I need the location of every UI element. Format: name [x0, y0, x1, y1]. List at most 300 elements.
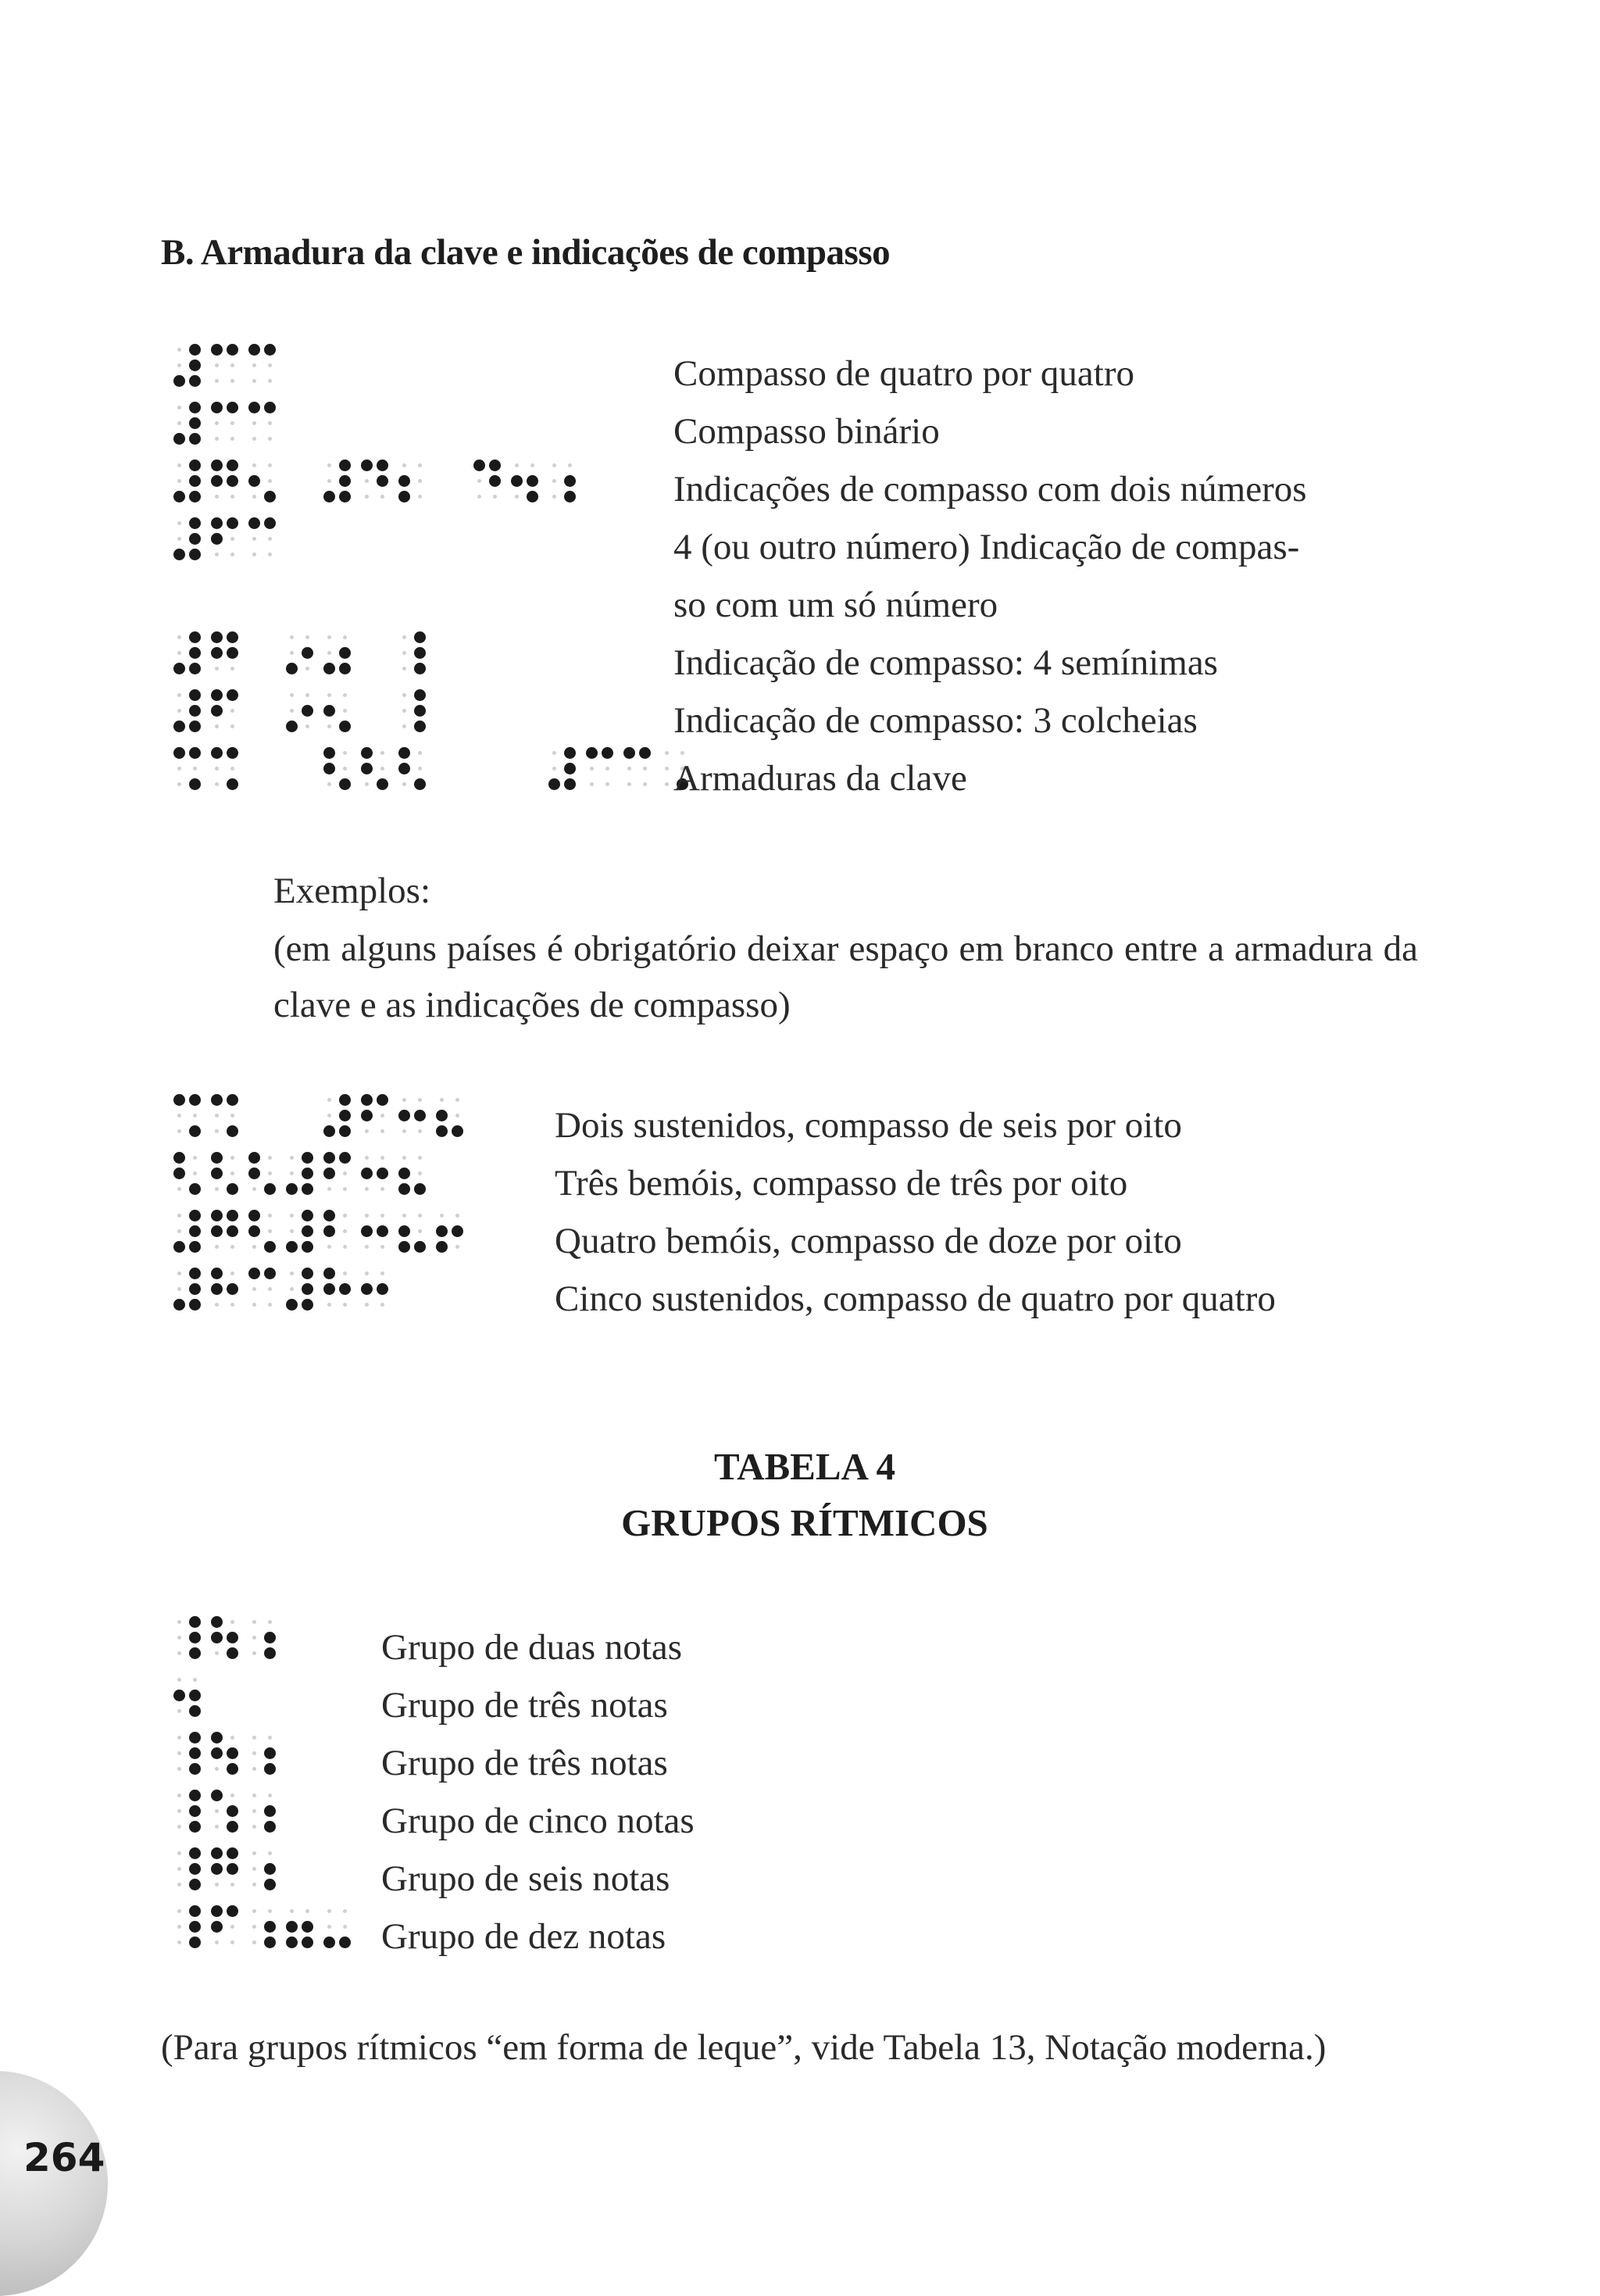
braille-dot	[215, 363, 219, 367]
braille-dot	[252, 1303, 256, 1307]
braille-dot	[323, 1225, 335, 1237]
braille-dot	[252, 1245, 256, 1249]
braille-dot	[590, 767, 594, 771]
braille-dot	[230, 1925, 234, 1929]
braille-dot	[211, 402, 223, 413]
braille-dot	[177, 1851, 181, 1855]
braille-dot	[323, 1268, 335, 1279]
braille-dot	[177, 363, 181, 367]
braille-dot	[264, 402, 276, 413]
braille-dot	[436, 1225, 448, 1237]
braille-dot	[414, 1183, 426, 1195]
braille-dot	[305, 724, 309, 728]
braille-dot	[327, 479, 331, 483]
braille-dot	[286, 1299, 298, 1311]
braille-dot	[227, 1847, 238, 1859]
braille-dot	[398, 747, 410, 759]
braille-dot	[418, 751, 422, 755]
braille-dot	[665, 782, 669, 786]
braille-dot	[489, 460, 501, 471]
braille-dot	[230, 1620, 234, 1624]
braille-dot	[339, 1283, 351, 1295]
braille-dot	[189, 402, 201, 413]
section-b-item: so com um só número	[673, 585, 998, 625]
braille-dot	[365, 1303, 369, 1307]
braille-dot	[230, 1794, 234, 1797]
braille-dot	[189, 1905, 201, 1917]
braille-dot	[365, 1129, 369, 1133]
braille-dot	[343, 1229, 347, 1233]
braille-dot	[402, 693, 406, 697]
braille-dot	[264, 344, 276, 356]
braille-dot	[268, 463, 272, 467]
braille-dot	[177, 1940, 181, 1944]
braille-dot	[177, 1736, 181, 1740]
braille-dot	[414, 778, 426, 790]
braille-dot	[264, 1268, 276, 1279]
braille-dot	[189, 1241, 201, 1253]
braille-dot	[177, 421, 181, 425]
braille-dot	[248, 402, 260, 413]
section-b-item: Compasso binário	[673, 411, 940, 452]
braille-dot	[327, 782, 331, 786]
braille-dot	[177, 348, 181, 352]
braille-dot	[189, 1821, 201, 1833]
braille-dot	[193, 1114, 197, 1118]
braille-dot	[193, 1678, 197, 1682]
braille-dot	[211, 1210, 223, 1221]
braille-dot	[227, 1747, 238, 1759]
braille-dot	[402, 667, 406, 671]
braille-dot	[227, 1805, 238, 1817]
braille-dot	[290, 1287, 294, 1291]
braille-dot	[339, 663, 351, 674]
braille-dot	[227, 747, 238, 759]
braille-dot	[211, 747, 223, 759]
braille-dot	[215, 379, 219, 383]
braille-dot	[568, 463, 572, 467]
braille-dot	[564, 778, 576, 790]
braille-dot	[177, 521, 181, 525]
braille-dot	[211, 689, 223, 701]
braille-dot	[189, 647, 201, 659]
braille-dot	[268, 1794, 272, 1797]
braille-dot	[398, 1225, 410, 1237]
braille-dot	[215, 437, 219, 441]
braille-dot	[177, 463, 181, 467]
braille-dot	[398, 1183, 410, 1195]
braille-dot	[177, 1709, 181, 1713]
braille-dot	[211, 705, 223, 717]
braille-dot	[215, 553, 219, 556]
braille-dot	[215, 1809, 219, 1813]
braille-dot	[189, 1647, 201, 1659]
braille-dot	[302, 1183, 313, 1195]
braille-dot	[414, 663, 426, 674]
braille-dot	[418, 1129, 422, 1133]
braille-dot	[252, 1736, 256, 1740]
braille-dot	[365, 1271, 369, 1275]
braille-dot	[605, 767, 609, 771]
braille-dot	[268, 363, 272, 367]
braille-dot	[215, 1114, 219, 1118]
examples-label: Exemplos:	[273, 871, 431, 911]
braille-dot	[252, 1909, 256, 1913]
braille-dot	[189, 1732, 201, 1743]
braille-dot	[290, 709, 294, 713]
braille-dot	[252, 1867, 256, 1871]
braille-dot	[361, 1225, 373, 1237]
braille-dot	[248, 1168, 260, 1179]
braille-dot	[343, 709, 347, 713]
braille-dot	[189, 460, 201, 471]
braille-dot	[323, 1283, 335, 1295]
braille-dot	[252, 421, 256, 425]
braille-dot	[177, 1114, 181, 1118]
braille-dot	[380, 1245, 384, 1249]
braille-dot	[365, 1245, 369, 1249]
braille-dot	[252, 495, 256, 499]
braille-dot	[552, 479, 556, 483]
braille-dot	[252, 1883, 256, 1887]
braille-dot	[380, 495, 384, 499]
table-subtitle: GRUPOS RÍTMICOS	[621, 1501, 988, 1544]
braille-dot	[530, 463, 534, 467]
braille-dot	[440, 1098, 444, 1102]
braille-dot	[377, 1094, 388, 1106]
braille-dot	[377, 1283, 388, 1295]
braille-dot	[227, 1210, 238, 1221]
braille-dot	[215, 1940, 219, 1944]
braille-dot	[455, 1114, 459, 1118]
braille-dot	[189, 705, 201, 717]
braille-dot	[189, 721, 201, 732]
braille-dot	[305, 693, 309, 697]
braille-dot	[343, 1925, 347, 1929]
braille-dot	[361, 1110, 373, 1121]
braille-dot	[327, 1114, 331, 1118]
braille-dot	[215, 1767, 219, 1771]
braille-dot	[177, 1636, 181, 1640]
braille-dot	[455, 1098, 459, 1102]
braille-dot	[402, 782, 406, 786]
table-item: Grupo de três notas	[381, 1685, 668, 1726]
example-item: Três bemóis, compasso de três por oito	[555, 1163, 1128, 1203]
braille-dot	[377, 475, 388, 487]
braille-dot	[268, 553, 272, 556]
braille-dot	[189, 1268, 201, 1279]
braille-dot	[230, 1171, 234, 1175]
braille-dot	[264, 491, 276, 502]
braille-dot	[365, 1156, 369, 1160]
example-item: Cinco sustenidos, compasso de quatro por quatro	[555, 1279, 1276, 1319]
braille-dot	[473, 460, 485, 471]
braille-dot	[343, 1303, 347, 1307]
braille-dot	[323, 1210, 335, 1221]
braille-dot	[323, 1937, 335, 1948]
braille-dot	[586, 747, 598, 759]
braille-dot	[290, 1909, 294, 1913]
braille-dot	[215, 1187, 219, 1191]
section-b-item: Armaduras da clave	[673, 758, 967, 799]
braille-dot	[189, 1225, 201, 1237]
braille-dot	[365, 782, 369, 786]
braille-dot	[302, 1268, 313, 1279]
braille-dot	[264, 1183, 276, 1195]
braille-dot	[398, 491, 410, 502]
braille-dot	[189, 1921, 201, 1933]
braille-dot	[339, 475, 351, 487]
braille-dot	[189, 549, 201, 560]
braille-dot	[211, 1732, 223, 1743]
braille-dot	[343, 767, 347, 771]
braille-dot	[193, 767, 197, 771]
braille-dot	[230, 1245, 234, 1249]
braille-dot	[211, 1268, 223, 1279]
braille-dot	[398, 1110, 410, 1121]
braille-dot	[452, 1125, 463, 1137]
braille-dot	[215, 1245, 219, 1249]
braille-dot	[189, 1690, 201, 1701]
braille-dot	[189, 1125, 201, 1137]
braille-dot	[252, 363, 256, 367]
braille-dot	[268, 479, 272, 483]
braille-dot	[252, 537, 256, 541]
table-item: Grupo de dez notas	[381, 1916, 666, 1957]
braille-dot	[252, 437, 256, 441]
braille-dot	[477, 495, 481, 499]
braille-dot	[323, 1168, 335, 1179]
braille-dot	[227, 647, 238, 659]
braille-dot	[189, 1632, 201, 1643]
braille-dot	[436, 1125, 448, 1137]
braille-dot	[189, 491, 201, 502]
braille-dot	[343, 1271, 347, 1275]
braille-dot	[377, 1225, 388, 1237]
braille-dot	[211, 517, 223, 529]
braille-dot	[264, 1821, 276, 1833]
braille-dot	[323, 663, 335, 674]
braille-dot	[252, 1851, 256, 1855]
braille-dot	[290, 651, 294, 655]
braille-dot	[252, 553, 256, 556]
braille-dot	[177, 1129, 181, 1133]
braille-dot	[189, 1283, 201, 1295]
braille-dot	[665, 751, 669, 755]
braille-dot	[189, 1763, 201, 1775]
braille-dot	[252, 1925, 256, 1929]
braille-dot	[268, 1909, 272, 1913]
braille-dot	[268, 1229, 272, 1233]
braille-dot	[211, 1847, 223, 1859]
braille-dot	[402, 635, 406, 639]
braille-dot	[177, 537, 181, 541]
braille-dot	[377, 778, 388, 790]
braille-dot	[268, 1851, 272, 1855]
braille-dot	[305, 1909, 309, 1913]
braille-dot	[248, 1225, 260, 1237]
braille-dot	[286, 1937, 298, 1948]
braille-dot	[361, 1094, 373, 1106]
braille-dot	[264, 1805, 276, 1817]
braille-dot	[211, 460, 223, 471]
braille-dot	[211, 1283, 223, 1295]
braille-dot	[327, 1245, 331, 1249]
braille-dot	[343, 1187, 347, 1191]
braille-dot	[302, 647, 313, 659]
braille-dot	[227, 1094, 238, 1106]
braille-dot	[515, 463, 519, 467]
braille-dot	[377, 460, 388, 471]
braille-dot	[177, 1620, 181, 1624]
braille-dot	[268, 1171, 272, 1175]
braille-dot	[177, 635, 181, 639]
braille-dot	[248, 1210, 260, 1221]
braille-dot	[211, 475, 223, 487]
braille-dot	[227, 1821, 238, 1833]
braille-dot	[414, 631, 426, 643]
braille-dot	[414, 1110, 426, 1121]
braille-dot	[361, 747, 373, 759]
braille-dot	[436, 1110, 448, 1121]
braille-dot	[177, 1825, 181, 1829]
braille-dot	[380, 1156, 384, 1160]
section-b-item: Indicação de compasso: 3 colcheias	[673, 700, 1198, 741]
example-item: Quatro bemóis, compasso de doze por oito	[555, 1221, 1182, 1261]
braille-dot	[230, 724, 234, 728]
braille-dot	[264, 1632, 276, 1643]
braille-dot	[227, 631, 238, 643]
braille-dot	[327, 651, 331, 655]
braille-dot	[380, 751, 384, 755]
braille-dot	[455, 1214, 459, 1218]
braille-dot	[177, 1214, 181, 1218]
braille-dot	[436, 1241, 448, 1253]
braille-dot	[215, 1303, 219, 1307]
braille-dot	[177, 1883, 181, 1887]
braille-dot	[189, 359, 201, 371]
braille-dot	[343, 635, 347, 639]
braille-dot	[452, 1225, 463, 1237]
braille-dot	[264, 1921, 276, 1933]
braille-dot	[264, 517, 276, 529]
braille-dot	[552, 751, 556, 755]
braille-dot	[189, 689, 201, 701]
braille-dot	[230, 421, 234, 425]
braille-dot	[343, 1214, 347, 1218]
braille-dot	[227, 402, 238, 413]
braille-dot	[173, 375, 185, 387]
braille-dot	[302, 1299, 313, 1311]
braille-dot	[211, 631, 223, 643]
braille-dot	[230, 1940, 234, 1944]
braille-dot	[264, 1937, 276, 1948]
braille-dot	[252, 1636, 256, 1640]
braille-dot	[327, 1098, 331, 1102]
braille-dot	[290, 1156, 294, 1160]
braille-dot	[286, 721, 298, 732]
braille-dot	[189, 344, 201, 356]
braille-dot	[252, 1287, 256, 1291]
braille-dot	[414, 721, 426, 732]
braille-dot	[230, 495, 234, 499]
braille-dot	[227, 778, 238, 790]
braille-dot	[398, 1241, 410, 1253]
braille-dot	[414, 647, 426, 659]
braille-dot	[602, 747, 613, 759]
braille-dot	[189, 1937, 201, 1948]
braille-dot	[548, 778, 560, 790]
braille-dot	[252, 1620, 256, 1624]
braille-dot	[189, 747, 201, 759]
braille-dot	[552, 463, 556, 467]
braille-dot	[189, 417, 201, 429]
braille-dot	[189, 375, 201, 387]
braille-dot	[268, 1620, 272, 1624]
braille-dot	[230, 1303, 234, 1307]
braille-dot	[414, 705, 426, 717]
braille-dot	[623, 747, 635, 759]
braille-dot	[230, 363, 234, 367]
braille-dot	[264, 1863, 276, 1875]
braille-dot	[189, 1805, 201, 1817]
braille-dot	[365, 495, 369, 499]
braille-dot	[252, 463, 256, 467]
braille-dot	[173, 1094, 185, 1106]
braille-dot	[268, 1156, 272, 1160]
footnote: (Para grupos rítmicos “em forma de leque”, vide Tabela 13, Notação moderna.)	[161, 2027, 1327, 2068]
braille-dot	[398, 1168, 410, 1179]
braille-dot	[398, 763, 410, 774]
braille-dot	[189, 1210, 201, 1221]
braille-dot	[230, 537, 234, 541]
braille-dot	[177, 693, 181, 697]
braille-dot	[230, 1156, 234, 1160]
braille-dot	[627, 782, 631, 786]
braille-dot	[418, 1171, 422, 1175]
braille-dot	[189, 1879, 201, 1890]
braille-dot	[323, 1152, 335, 1164]
braille-dot	[189, 1094, 201, 1106]
braille-dot	[564, 763, 576, 774]
braille-dot	[189, 1183, 201, 1195]
braille-dot	[339, 1110, 351, 1121]
braille-dot	[343, 693, 347, 697]
braille-dot	[493, 495, 497, 499]
braille-dot	[380, 1303, 384, 1307]
braille-dot	[327, 693, 331, 697]
braille-dot	[227, 1647, 238, 1659]
braille-dot	[398, 475, 410, 487]
section-b-item: 4 (ou outro número) Indicação de compas-	[673, 527, 1300, 567]
braille-dot	[302, 1210, 313, 1221]
braille-dot	[302, 1225, 313, 1237]
braille-dot	[189, 433, 201, 445]
braille-dot	[177, 1187, 181, 1191]
braille-dot	[302, 1152, 313, 1164]
table-item: Grupo de seis notas	[381, 1858, 670, 1899]
braille-dot	[402, 1129, 406, 1133]
braille-dot	[286, 1241, 298, 1253]
braille-dot	[177, 1867, 181, 1871]
braille-dot	[290, 1229, 294, 1233]
braille-dot	[477, 479, 481, 483]
braille-dot	[193, 1171, 197, 1175]
braille-dot	[380, 1187, 384, 1191]
braille-dot	[418, 767, 422, 771]
braille-dot	[211, 344, 223, 356]
page-number: 264	[23, 2135, 105, 2180]
